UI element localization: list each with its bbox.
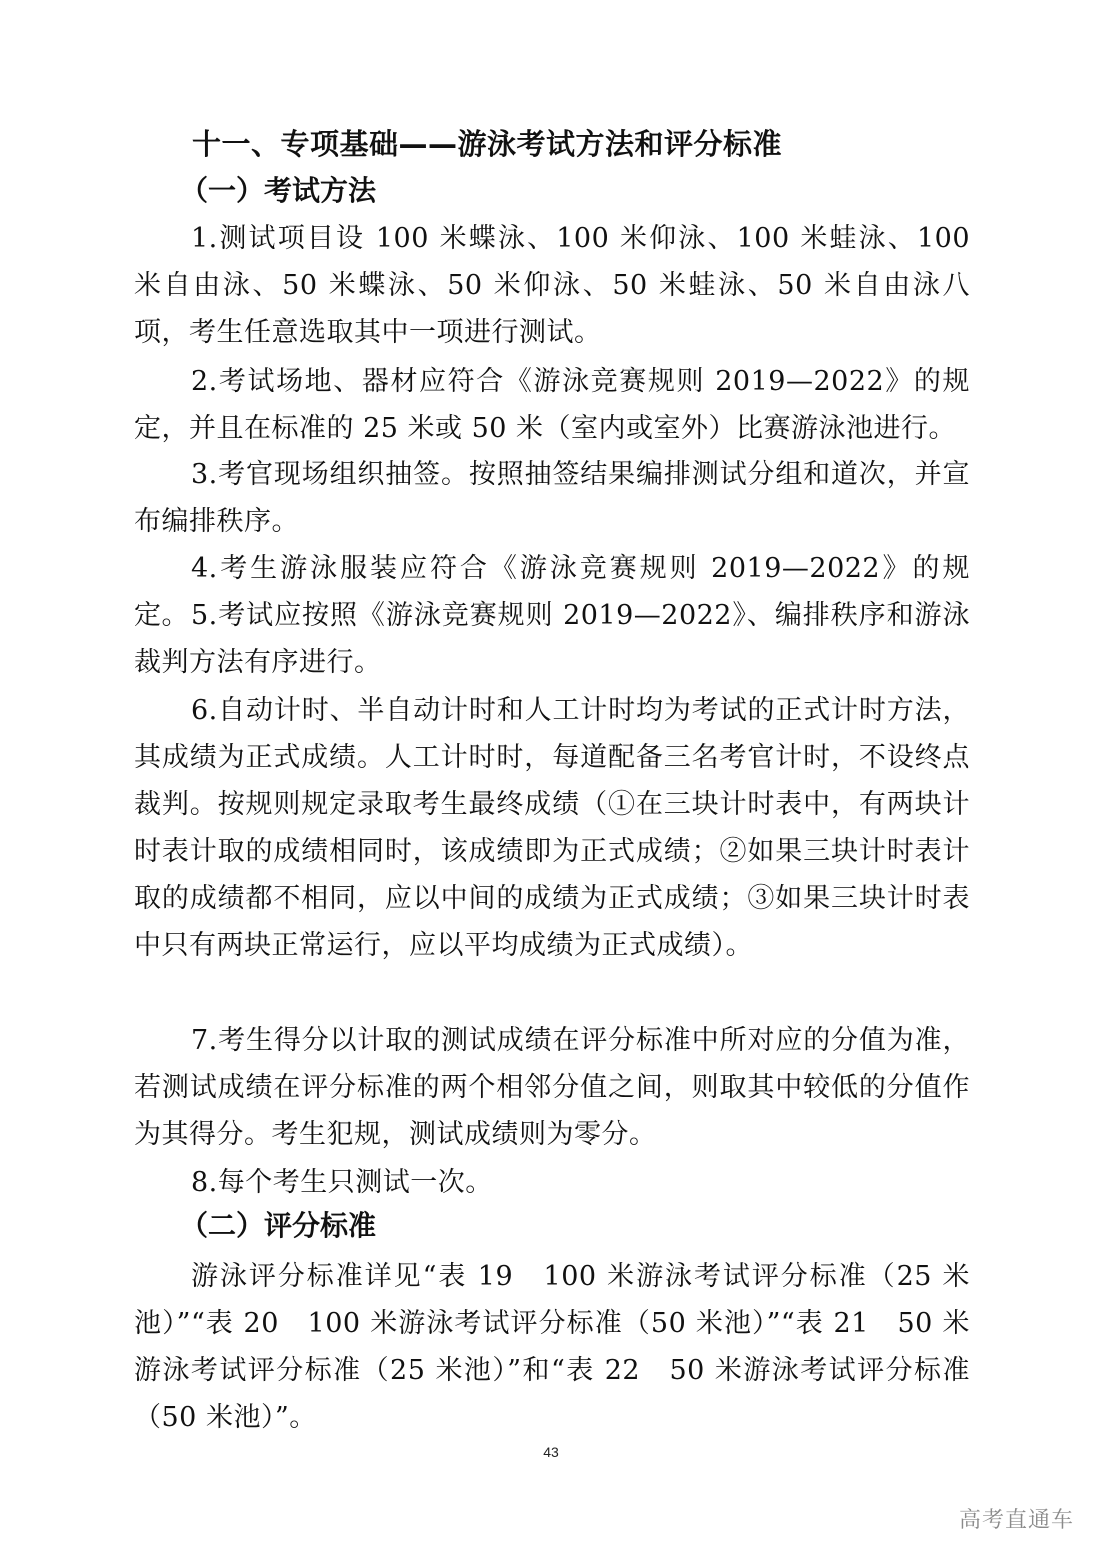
exam-item-3: 3.考官现场组织抽签。按照抽签结果编排测试分组和道次，并宣布编排秩序。 — [134, 459, 970, 537]
exam-item-7: 7.考生得分以计取的测试成绩在评分标准中所对应的分值为准，若测试成绩在评分标准的两个相邻分值之间，则取其中较低的分值作为其得分。考生犯规，测试成绩则为零分。 — [134, 1025, 970, 1150]
page-title: 十一、专项基础——游泳考试方法和评分标准 — [192, 127, 783, 161]
exam-item-2: 2.考试场地、器材应符合《游泳竞赛规则 2019—2022》的规定，并且在标准的 25 米或 50 米（室内或室外）比赛游泳池进行。 — [134, 366, 970, 444]
exam-item-4: 4.考生游泳服装应符合《游泳竞赛规则 2019—2022》的规定。 — [134, 553, 970, 631]
scoring-standard-text: 游泳评分标准详见“表 19 100 米游泳考试评分标准（25 米池）”“表 20 100 米游泳考试评分标准（50 米池）”“表 21 50 米游泳考试评分标准（25 米池）”和“表 22 50 米游泳考试评分标准（50 米池）”。 — [134, 1261, 970, 1433]
watermark: 高考直通车 — [958, 1508, 1074, 1533]
exam-item-5: 5.考试应按照《游泳竞赛规则 2019—2022》、编排秩序和游泳裁判方法有序进行。 — [134, 600, 970, 678]
page-number: 43 — [543, 1444, 559, 1460]
exam-item-8: 8.每个考生只测试一次。 — [191, 1167, 493, 1198]
exam-item-1: 1.测试项目设 100 米蝶泳、100 米仰泳、100 米蛙泳、100 米自由泳、50 米蝶泳、50 米仰泳、50 米蛙泳、50 米自由泳八项，考生任意选取其中一项进行测试。 — [134, 223, 970, 348]
exam-item-6: 6.自动计时、半自动计时和人工计时均为考试的正式计时方法，其成绩为正式成绩。人工计时时，每道配备三名考官计时，不设终点裁判。按规则规定录取考生最终成绩（①在三块计时表中，有两块计时表计取的成绩相同时，该成绩即为正式成绩；②如果三块计时表计取的成绩都不相同，应以中间的成绩为正式成绩；③如果三块计时表中只有两块正常运行，应以平均成绩为正式成绩）。 — [134, 695, 970, 961]
section-heading-scoring-standard: （二）评分标准 — [180, 1209, 377, 1242]
section-heading-exam-method: （一）考试方法 — [180, 174, 377, 207]
